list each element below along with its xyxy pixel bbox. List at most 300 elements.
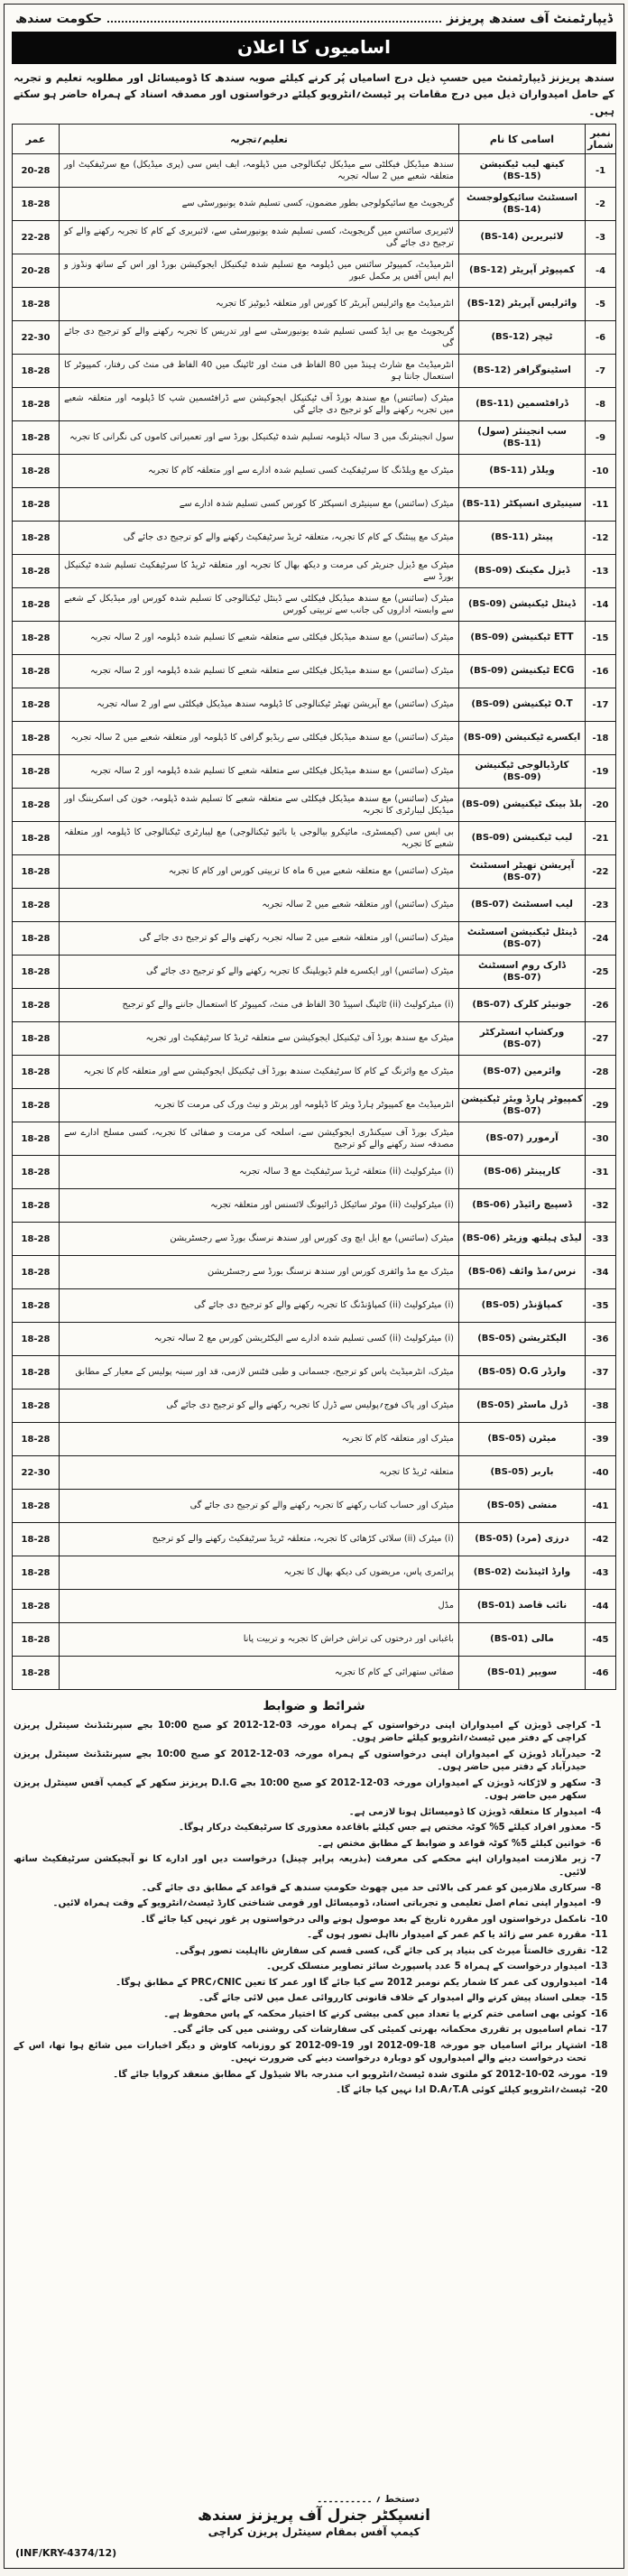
vacancy-banner: اسامیوں کا اعلان: [12, 32, 616, 64]
table-row: [13, 555, 616, 588]
age-cell: 18-28: [13, 1256, 60, 1289]
age-cell: 18-28: [13, 522, 60, 555]
post-name-cell: [459, 388, 586, 421]
qualification-cell: میٹرک (سائنس) مع سندھ میڈیکل فیکلٹی سے متعلقہ شعبے کا تسلیم شدہ ڈپلومہ، خون کی اسکریننگ اور میڈیکل لیبارٹری کا تجربہ: [60, 789, 459, 822]
post-grade: (BS-01): [476, 1601, 515, 1611]
dotted-leader: [107, 20, 441, 23]
table-row: [13, 755, 616, 789]
post-name: کمپیوٹر ہارڈ ویئر ٹیکنیشن: [461, 1093, 583, 1104]
post-name: کمپیوٹر آپریٹر: [510, 264, 575, 276]
qualification-cell: میٹرک مع وائرنگ کے کام کا سرٹیفکیٹ سندھ بورڈ آف ٹیکنیکل ایجوکیشن سے اور متعلقہ کام کا تجربہ: [60, 1056, 459, 1089]
reference-line: [15, 2547, 613, 2559]
qualification-cell: (i) میٹرکولیٹ (ii) متعلقہ ٹریڈ سرٹیفکیٹ مع 3 سالہ تجربہ: [60, 1156, 459, 1189]
header-age: عمر: [13, 125, 60, 154]
age-cell: 18-28: [13, 1022, 60, 1056]
post-name-cell: [459, 154, 586, 188]
post-grade: (BS-09): [469, 666, 508, 677]
post-name: پینٹر: [531, 531, 554, 543]
signature-office: کیمپ آفس بمقام سینٹرل پریزن کراچی: [208, 2525, 420, 2538]
post-name-cell: [459, 1523, 586, 1556]
serial-number: -29: [586, 1089, 616, 1122]
serial-number: -28: [586, 1056, 616, 1089]
term-text: مورخہ 02-10-2012 کو ملتوی شدہ ٹیسٹ؍انٹرویو اب مندرجہ بالا شیڈول کے مطابق منعقد کروایا جائے گا۔: [113, 2069, 586, 2080]
post-name: ڈیزل مکینک: [515, 565, 570, 577]
serial-number: -8: [586, 388, 616, 421]
post-grade: (BS-14): [480, 232, 519, 243]
serial-number: -4: [586, 254, 616, 288]
table-row: [13, 355, 616, 388]
table-row: [13, 989, 616, 1022]
post-grade: (BS-07): [503, 1039, 541, 1050]
post-grade: (BS-07): [483, 1066, 522, 1077]
post-name-cell: [459, 522, 586, 555]
age-cell: 22-30: [13, 1456, 60, 1490]
reference-number: (INF/KRY-4374/12): [15, 2547, 117, 2559]
age-cell: 18-28: [13, 1056, 60, 1089]
post-grade: (BS-05): [481, 1300, 520, 1311]
post-name: باربر: [531, 1466, 554, 1478]
post-name-cell: [459, 1657, 586, 1690]
post-name: بلڈ بینک ٹیکنیشن: [503, 799, 583, 810]
table-row: [13, 522, 616, 555]
term-item: [12, 1912, 616, 1927]
term-number: -1: [591, 1720, 602, 1731]
table-row: [13, 388, 616, 421]
serial-number: -21: [586, 822, 616, 855]
term-text: امیدوار کا متعلقہ ڈویژن کا ڈومیسائل ہونا لازمی ہے۔: [348, 1806, 586, 1817]
age-cell: 18-28: [13, 1289, 60, 1323]
post-name-cell: [459, 1289, 586, 1323]
term-number: -6: [591, 1838, 602, 1849]
post-name: اسٹینوگرافر: [513, 365, 571, 376]
post-name: وارڈر O.G: [519, 1366, 567, 1378]
serial-number: -16: [586, 655, 616, 688]
table-row: [13, 889, 616, 922]
masthead: [12, 10, 616, 30]
serial-number: -5: [586, 288, 616, 321]
qualification-cell: میٹرک (سائنس) مع سینیٹری انسپکٹر کا کورس کسی تسلیم شدہ ادارے سے: [60, 488, 459, 522]
age-cell: 18-28: [13, 355, 60, 388]
post-name-cell: [459, 488, 586, 522]
table-header: [13, 125, 616, 154]
post-name-cell: [459, 855, 586, 889]
post-name: لیب اسسٹنٹ: [512, 899, 573, 910]
table-row: [13, 1122, 616, 1156]
post-name: آپریشن تھیٹر اسسٹنٹ: [469, 859, 575, 871]
post-name-cell: [459, 1089, 586, 1122]
post-name: سویپر: [528, 1667, 558, 1678]
table-row: [13, 1556, 616, 1590]
post-name: ECG ٹیکنیشن: [511, 665, 575, 677]
term-number: -3: [591, 1777, 602, 1788]
serial-number: -36: [586, 1323, 616, 1356]
post-grade: (BS-05): [476, 1400, 515, 1411]
age-cell: 18-28: [13, 722, 60, 755]
age-cell: 18-28: [13, 889, 60, 922]
serial-number: -30: [586, 1122, 616, 1156]
post-name-cell: [459, 722, 586, 755]
qualification-cell: میٹرک (سائنس) مع سندھ میڈیکل فیکلٹی سے ریڈیو گرافی کا ڈپلومہ اور متعلقہ شعبے میں 2 سالہ تجربہ: [60, 722, 459, 755]
qualification-cell: میٹرک (سائنس) اور متعلقہ شعبے میں 2 سالہ تجربہ رکھنے والے کو ترجیح دی جائے گی: [60, 922, 459, 956]
table-row: [13, 1022, 616, 1056]
post-name-cell: [459, 1590, 586, 1623]
post-name: اسسٹنٹ سائیکولوجسٹ: [466, 191, 578, 203]
qualification-cell: میٹرک (سائنس) مع ایل ایچ وی کورس اور سندھ نرسنگ بورڈ سے رجسٹریشن: [60, 1223, 459, 1256]
term-text: کراچی ڈویژن کے امیدواران اپنی درخواستوں کے ہمراہ مورخہ 03-12-2012 کو صبح 10:00 بجے سپرنٹنڈنٹ سینٹرل پریزن کراچی کے دفتر میں ٹیسٹ؍انٹرویو کیلئے حاضر ہوں۔: [14, 1720, 586, 1744]
table-row: [13, 655, 616, 688]
table-row: [13, 421, 616, 455]
qualification-cell: میٹرک (سائنس) مع سندھ میڈیکل فیکلٹی سے متعلقہ شعبے کا تسلیم شدہ ڈپلومہ اور 2 سالہ تجربہ: [60, 655, 459, 688]
post-name-cell: [459, 688, 586, 722]
qualification-cell: (i) میٹرکولیٹ (ii) کسی تسلیم شدہ ادارے سے الیکٹریشن کورس مع 2 سالہ تجربہ: [60, 1323, 459, 1356]
term-item: [12, 1836, 616, 1851]
post-name-cell: [459, 622, 586, 655]
post-name-cell: [459, 889, 586, 922]
table-row: [13, 1623, 616, 1657]
post-grade: (BS-09): [470, 632, 509, 643]
post-grade: (BS-05): [477, 1367, 516, 1378]
post-grade: (BS-09): [463, 733, 502, 743]
post-name: نرس؍مڈ وائف: [509, 1266, 577, 1278]
qualification-cell: سول انجینئرنگ میں 3 سالہ ڈپلومہ تسلیم شدہ ٹیکنیکل بورڈ سے اور تعمیراتی کاموں کی نگرانی کا تجربہ: [60, 421, 459, 455]
serial-number: -7: [586, 355, 616, 388]
newspaper-ad-page: [0, 4, 628, 2576]
post-name-cell: [459, 1356, 586, 1390]
age-cell: 18-28: [13, 822, 60, 855]
age-cell: 18-28: [13, 1623, 60, 1657]
term-text: تمام اسامیوں پر تقرری محکمانہ بھرتی کمیٹی کی سفارشات کی روشنی میں کی جائے گی۔: [171, 2025, 586, 2036]
serial-number: -31: [586, 1156, 616, 1189]
post-name: وارڈ اٹینڈنٹ: [514, 1566, 571, 1578]
serial-number: -9: [586, 421, 616, 455]
qualification-cell: میٹرک (سائنس) مع سندھ میڈیکل فیکلٹی سے ڈینٹل ٹیکنالوجی کا تسلیم شدہ کورس اور میڈیکل کے شعبے سے وابستہ اداروں کی جانب سے تربیتی کورس: [60, 588, 459, 622]
term-text: معذور افراد کیلئے 5% کوٹہ مختص ہے جس کیلئے باقاعدہ معذوری کا سرٹیفکیٹ درکار ہوگا۔: [178, 1823, 586, 1833]
header-post: اسامی کا نام: [459, 125, 586, 154]
post-name: ڈینٹل ٹیکنیشن اسسٹنٹ: [466, 926, 577, 937]
qualification-cell: میٹرک (سائنس) اور متعلقہ شعبے میں 2 سالہ تجربہ: [60, 889, 459, 922]
post-name: ڈارک روم اسسٹنٹ: [478, 959, 566, 971]
serial-number: -19: [586, 755, 616, 789]
post-name: سینیٹری انسپکٹر: [503, 498, 582, 510]
table-row: [13, 1356, 616, 1390]
age-cell: 20-28: [13, 154, 60, 188]
signature-label: دستخط ؍ ۔۔۔۔۔۔۔۔۔۔: [317, 2494, 420, 2505]
term-text: امیدوار اپنی تمام اصل تعلیمی و تجرباتی اسناد، ڈومیسائل اور قومی شناختی کارڈ ٹیسٹ؍انٹرویو کے وقت ہمراہ لائیں۔: [52, 1898, 586, 1909]
serial-number: -26: [586, 989, 616, 1022]
qualification-cell: میٹرک اور پاک فوج؍پولیس سے ڈرل کا تجربہ رکھنے والے کو ترجیح دی جائے گی: [60, 1390, 459, 1423]
serial-number: -15: [586, 622, 616, 655]
post-grade: (BS-05): [475, 1534, 513, 1545]
age-cell: 18-28: [13, 555, 60, 588]
serial-number: -22: [586, 855, 616, 889]
term-item: [12, 1975, 616, 1990]
post-grade: (BS-09): [468, 599, 507, 610]
post-grade: (BS-07): [503, 973, 541, 983]
serial-number: -34: [586, 1256, 616, 1289]
post-name-cell: [459, 1323, 586, 1356]
term-item: [12, 1960, 616, 1975]
table-row: [13, 288, 616, 321]
post-name-cell: [459, 455, 586, 488]
post-grade: (BS-05): [486, 1500, 525, 1511]
term-item: [12, 1852, 616, 1881]
term-number: -16: [591, 2008, 608, 2019]
serial-number: -44: [586, 1590, 616, 1623]
post-name: منشی: [528, 1500, 558, 1511]
post-name-cell: [459, 1623, 586, 1657]
table-row: [13, 1390, 616, 1423]
advertisement-frame: [4, 4, 624, 2569]
government-title: حکومت سندھ: [15, 12, 103, 26]
term-number: -18: [591, 2040, 608, 2051]
table-row: [13, 1089, 616, 1122]
term-text: زیر ملازمت امیدواران اپنے محکمے کی معرفت (بذریعہ پراپر چینل) درخواست دیں اور ادارے کا نو آبجیکشن سرٹیفکیٹ ساتھ لائیں۔: [14, 1854, 586, 1878]
post-grade: (BS-12): [491, 332, 530, 343]
qualification-cell: (i) میٹرک (ii) سلائی کڑھائی کا تجربہ، متعلقہ ٹریڈ سرٹیفکیٹ رکھنے والے کو ترجیح: [60, 1523, 459, 1556]
post-grade: (BS-07): [472, 1000, 511, 1011]
qualification-cell: گریجویٹ مع بی ایڈ کسی تسلیم شدہ یونیورسٹی سے اور تدریس کا تجربہ رکھنے والے کو ترجیح دی جائے گی: [60, 321, 459, 355]
age-cell: 18-28: [13, 588, 60, 622]
term-item: [12, 2038, 616, 2067]
post-grade: (BS-07): [503, 1106, 541, 1117]
term-number: -11: [591, 1930, 608, 1941]
post-grade: (BS-15): [503, 171, 541, 182]
qualification-cell: میٹرک (سائنس) مع متعلقہ شعبے میں 6 ماہ کا تربیتی کورس اور کام کا تجربہ: [60, 855, 459, 889]
table-row: [13, 789, 616, 822]
age-cell: 22-28: [13, 221, 60, 254]
post-name: O.T ٹیکنیشن: [513, 698, 573, 710]
table-row: [13, 221, 616, 254]
post-name-cell: [459, 1223, 586, 1256]
age-cell: 18-28: [13, 789, 60, 822]
table-row: [13, 1490, 616, 1523]
post-name-cell: [459, 555, 586, 588]
age-cell: 18-28: [13, 1556, 60, 1590]
serial-number: -45: [586, 1623, 616, 1657]
post-name: کارڈیالوجی ٹیکنیشن: [475, 759, 569, 771]
post-name-cell: [459, 1156, 586, 1189]
post-grade: (BS-09): [503, 772, 541, 783]
qualification-cell: میٹرک مع مڈ وائفری کورس اور سندھ نرسنگ بورڈ سے رجسٹریشن: [60, 1256, 459, 1289]
serial-number: -42: [586, 1523, 616, 1556]
term-number: -5: [591, 1823, 602, 1833]
post-grade: (BS-11): [476, 399, 514, 410]
serial-number: -32: [586, 1189, 616, 1223]
post-name-cell: [459, 755, 586, 789]
term-number: -9: [591, 1898, 602, 1909]
post-name: کیتھ لیب ٹیکنیشن: [479, 158, 565, 170]
table-row: [13, 1056, 616, 1089]
post-grade: (BS-01): [486, 1667, 525, 1678]
qualification-cell: میٹرک مع ویلڈنگ کا سرٹیفکیٹ کسی تسلیم شدہ ادارے سے اور متعلقہ کام کا تجربہ: [60, 455, 459, 488]
term-item: [12, 1747, 616, 1776]
age-cell: 22-30: [13, 321, 60, 355]
qualification-cell: لائبریری سائنس میں گریجویٹ، کسی تسلیم شدہ یونیورسٹی سے، لائبریری کے کام کا تجربہ رکھنے والے کو ترجیح دی جائے گی: [60, 221, 459, 254]
post-name: ورکشاپ انسٹرکٹر: [479, 1026, 565, 1038]
department-title: ڈیپارٹمنٹ آف سندھ پریزنز: [447, 12, 613, 26]
term-number: -15: [591, 1993, 608, 2004]
post-name: ETT ٹیکنیشن: [512, 632, 574, 643]
post-grade: (BS-07): [503, 873, 541, 883]
qualification-cell: سندھ میڈیکل فیکلٹی سے میڈیکل ٹیکنالوجی میں ڈپلومہ، ایف ایس سی (پری میڈیکل) مع سرٹیفکیٹ اور متعلقہ شعبے میں 2 سالہ تجربہ: [60, 154, 459, 188]
post-name: وائرمین: [523, 1066, 561, 1077]
serial-number: -18: [586, 722, 616, 755]
post-grade: (BS-11): [490, 532, 530, 543]
post-name-cell: [459, 1390, 586, 1423]
qualification-cell: میٹرک (سائنس) مع آپریشن تھیٹر ٹیکنالوجی کا ڈپلومہ سندھ میڈیکل فیکلٹی سے اور 2 سالہ تجربہ: [60, 688, 459, 722]
table-row: [13, 455, 616, 488]
qualification-cell: میٹرک (سائنس) مع سندھ میڈیکل فیکلٹی سے متعلقہ شعبے کا تسلیم شدہ ڈپلومہ اور 2 سالہ تجربہ: [60, 622, 459, 655]
age-cell: 18-28: [13, 922, 60, 956]
post-name: وائرلیس آپریٹر: [508, 298, 577, 309]
term-number: -13: [591, 1962, 608, 1972]
table-row: [13, 822, 616, 855]
post-name: ڈینٹل ٹیکنیشن: [509, 598, 576, 610]
post-grade: (BS-05): [487, 1434, 526, 1445]
footer: [12, 2488, 616, 2561]
post-grade: (BS-11): [489, 466, 528, 476]
post-name-cell: [459, 1056, 586, 1089]
qualification-cell: گریجویٹ مع سائیکولوجی بطور مضمون، کسی تسلیم شدہ یونیورسٹی سے: [60, 188, 459, 221]
terms-title: شرائط و ضوابط: [263, 1699, 365, 1714]
serial-number: -12: [586, 522, 616, 555]
term-text: جعلی اسناد پیش کرنے والے امیدوار کے خلاف قانونی کارروائی عمل میں لائی جائے گی۔: [198, 1993, 586, 2004]
serial-number: -24: [586, 922, 616, 956]
age-cell: 18-28: [13, 388, 60, 421]
table-row: [13, 588, 616, 622]
post-name-cell: [459, 588, 586, 622]
post-name: ایکسرے ٹیکنیشن: [504, 732, 581, 743]
table-row: [13, 154, 616, 188]
post-grade: (BS-09): [471, 699, 510, 710]
post-grade: (BS-06): [472, 1200, 511, 1211]
term-number: -20: [591, 2085, 608, 2096]
age-cell: 18-28: [13, 1323, 60, 1356]
term-text: حیدرآباد ڈویژن کے امیدواران اپنی درخواستوں کے ہمراہ مورخہ 03-12-2012 کو صبح 10:00 بجے سپرنٹنڈنٹ سینٹرل پریزن حیدرآباد کے دفتر میں حاضر ہوں۔: [14, 1749, 587, 1773]
serial-number: -41: [586, 1490, 616, 1523]
term-text: امیدوار درخواست کے ہمراہ 5 عدد پاسپورٹ سائز تصاویر منسلک کریں۔: [266, 1962, 586, 1972]
serial-number: -27: [586, 1022, 616, 1056]
term-item: [12, 1718, 616, 1747]
signature-name: انسپکٹر جنرل آف پریزنز سندھ: [198, 2507, 430, 2525]
terms-list: [12, 1718, 616, 2099]
age-cell: 18-28: [13, 989, 60, 1022]
serial-number: -43: [586, 1556, 616, 1590]
table-row: [13, 1523, 616, 1556]
serial-number: -14: [586, 588, 616, 622]
post-name-cell: [459, 1122, 586, 1156]
post-grade: (BS-05): [490, 1467, 529, 1478]
post-name-cell: [459, 956, 586, 989]
table-row: [13, 1423, 616, 1456]
post-name-cell: [459, 1022, 586, 1056]
post-name-cell: [459, 922, 586, 956]
post-name-cell: [459, 1189, 586, 1223]
post-name-cell: [459, 1256, 586, 1289]
term-text: اشتہار برائے اسامیاں جو مورخہ 18-09-2012 اور 19-09-2012 کو روزنامہ کاوش و دیگر اخبارات میں شائع ہوا تھا، اس کے تحت درخواست دینے والے امیدواروں کو دوبارہ درخواست دینے کی ضرورت نہیں۔: [14, 2040, 586, 2064]
term-text: سرکاری ملازمین کو عمر کی بالائی حد میں چھوٹ حکومتِ سندھ کے قواعد کے مطابق دی جائے گی۔: [141, 1883, 586, 1893]
post-grade: (BS-06): [467, 1267, 506, 1278]
post-name: ڈرافٹسمین: [516, 398, 568, 410]
qualification-cell: میٹرک (سائنس) مع سندھ بورڈ آف ٹیکنیکل ایجوکیشن سے ڈرافٹسمین شپ کا ڈپلومہ اور متعلقہ شعبے میں تجربہ رکھنے والے کو ترجیح دی جائے گی: [60, 388, 459, 421]
qualification-cell: مڈل: [60, 1590, 459, 1623]
age-cell: 18-28: [13, 488, 60, 522]
post-grade: (BS-14): [503, 205, 541, 216]
term-item: [12, 1991, 616, 2007]
post-grade: (BS-05): [477, 1334, 516, 1344]
table-row: [13, 1323, 616, 1356]
post-name-cell: [459, 989, 586, 1022]
post-name: آرمورر: [526, 1132, 559, 1144]
age-cell: 20-28: [13, 254, 60, 288]
intro-paragraph: سندھ پریزنز ڈیپارٹمنٹ میں حسبِ ذیل درج اسامیاں پُر کرنے کیلئے صوبہ سندھ کا ڈومیسائل اور مطلوبہ تعلیم و تجربہ کے حامل امیدواران ذیل میں درج مقامات پر ٹیسٹ؍انٹرویو کیلئے درخواستوں اور مصدقہ اسناد کے ہمراہ حاضر ہو سکتے ہیں۔: [14, 71, 614, 117]
table-row: [13, 622, 616, 655]
post-grade: (BS-06): [462, 1233, 501, 1244]
post-name: لیڈی ہیلتھ وزیٹر: [503, 1233, 582, 1244]
qualification-cell: متعلقہ ٹریڈ کا تجربہ: [60, 1456, 459, 1490]
table-row: [13, 956, 616, 989]
qualification-cell: (i) میٹرکولیٹ (ii) موٹر سائیکل ڈرائیونگ لائسنس اور متعلقہ تجربہ: [60, 1189, 459, 1223]
term-number: -10: [591, 1914, 608, 1925]
table-row: [13, 254, 616, 288]
serial-number: -3: [586, 221, 616, 254]
post-name-cell: [459, 1556, 586, 1590]
age-cell: 18-28: [13, 1356, 60, 1390]
table-row: [13, 321, 616, 355]
age-cell: 18-28: [13, 655, 60, 688]
vacancies-table: [12, 124, 616, 1690]
table-row: [13, 1289, 616, 1323]
qualification-cell: (i) میٹرکولیٹ (ii) ٹائپنگ اسپیڈ 30 الفاظ فی منٹ، کمپیوٹر کا استعمال جاننے والے کو ترجیح: [60, 989, 459, 1022]
age-cell: 18-28: [13, 455, 60, 488]
age-cell: 18-28: [13, 1156, 60, 1189]
term-item: [12, 1821, 616, 1836]
table-row: [13, 488, 616, 522]
table-body: [13, 154, 616, 1690]
post-name-cell: [459, 421, 586, 455]
term-number: -4: [591, 1806, 602, 1817]
age-cell: 18-28: [13, 288, 60, 321]
post-name: کمپاؤنڈر: [522, 1299, 563, 1311]
terms-section: [12, 1695, 616, 2099]
post-name-cell: [459, 1490, 586, 1523]
qualification-cell: میٹرک مع ڈیزل جنریٹر کی مرمت و دیکھ بھال کا تجربہ اور متعلقہ ٹریڈ کا سرٹیفکیٹ تسلیم شدہ ٹیکنیکل بورڈ سے: [60, 555, 459, 588]
post-name: ڈرل ماسٹر: [517, 1399, 568, 1411]
qualification-cell: میٹرک (سائنس) مع سندھ میڈیکل فیکلٹی سے متعلقہ شعبے کا تسلیم شدہ ڈپلومہ اور 2 سالہ تجربہ: [60, 755, 459, 789]
serial-number: -37: [586, 1356, 616, 1390]
term-item: [12, 2067, 616, 2082]
post-grade: (BS-09): [461, 799, 500, 810]
qualification-cell: میٹرک مع سندھ بورڈ آف ٹیکنیکل ایجوکیشن سے متعلقہ ٹریڈ کا سرٹیفکیٹ اور تجربہ: [60, 1022, 459, 1056]
post-grade: (BS-01): [490, 1634, 529, 1645]
post-grade: (BS-12): [469, 265, 508, 276]
post-name: ٹیچر: [532, 331, 553, 343]
table-row: [13, 1590, 616, 1623]
term-text: خواتین کیلئے 5% کوٹہ قواعد و ضوابط کے مطابق مختص ہے۔: [317, 1838, 586, 1849]
serial-number: -10: [586, 455, 616, 488]
table-row: [13, 1256, 616, 1289]
age-cell: 18-28: [13, 188, 60, 221]
post-name: کارپینٹر: [524, 1166, 561, 1177]
post-name-cell: [459, 1423, 586, 1456]
post-name: نائب قاصد: [518, 1600, 568, 1611]
term-number: -17: [591, 2025, 608, 2036]
post-grade: (BS-11): [462, 499, 501, 510]
serial-number: -23: [586, 889, 616, 922]
qualification-cell: (i) میٹرکولیٹ (ii) کمپاؤنڈنگ کا تجربہ رکھنے والے کو ترجیح دی جائے گی: [60, 1289, 459, 1323]
post-name-cell: [459, 288, 586, 321]
post-name: الیکٹریشن: [518, 1333, 567, 1344]
